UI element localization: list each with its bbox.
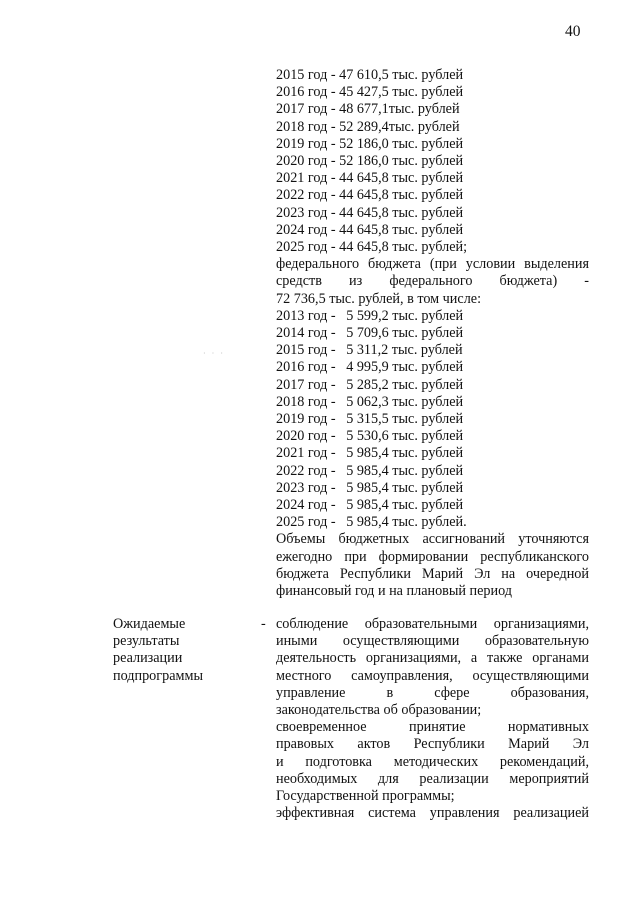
budget-year-line: 2023 год - 5 985,4 тыс. рублей	[276, 479, 464, 496]
budget-year-line: 2017 год - 48 677,1тыс. рублей	[276, 101, 460, 118]
federal-intro-line: федерального бюджета (при условии выделения	[276, 256, 589, 273]
results-dash: -	[261, 616, 266, 632]
results-label	[113, 616, 253, 685]
budget-year-line: 2025 год - 5 985,4 тыс. рублей.	[276, 514, 467, 531]
federal-intro-line: 72 736,5 тыс. рублей, в том числе:	[276, 290, 482, 307]
results-line: законодательства об образовании;	[276, 702, 482, 719]
budget-year-line: 2016 год - 4 995,9 тыс. рублей	[276, 359, 464, 376]
funding-section	[276, 67, 589, 600]
federal-budget-list	[276, 308, 589, 532]
budget-year-line: 2018 год - 52 289,4тыс. рублей	[276, 118, 460, 135]
page-number: 40	[565, 23, 581, 40]
budget-year-line: 2015 год - 47 610,5 тыс. рублей	[276, 67, 464, 83]
scan-artifact: · · ·	[203, 349, 225, 358]
budget-year-line: 2013 год - 5 599,2 тыс. рублей	[276, 307, 464, 324]
results-line: эффективная система управления реализацией	[276, 805, 589, 822]
budget-year-line: 2021 год - 44 645,8 тыс. рублей	[276, 170, 464, 187]
budget-year-line: 2024 год - 44 645,8 тыс. рублей	[276, 221, 464, 238]
budget-year-line: 2014 год - 5 709,6 тыс. рублей	[276, 325, 464, 342]
budget-year-line: 2023 год - 44 645,8 тыс. рублей	[276, 204, 464, 221]
results-line: иными осуществляющими образовательную	[276, 633, 589, 650]
results-line: своевременное принятие нормативных	[276, 719, 589, 736]
note-line: финансовый год и на плановый период	[276, 583, 513, 600]
note-line: бюджета Республики Марий Эл на очередной	[276, 565, 589, 582]
budget-year-line: 2020 год - 5 530,6 тыс. рублей	[276, 428, 464, 445]
results-line: и подготовка методических рекомендаций,	[276, 753, 589, 770]
federal-intro-line: средств из федерального бюджета) -	[276, 273, 589, 290]
budget-year-line: 2022 год - 44 645,8 тыс. рублей	[276, 187, 464, 204]
label-line: Ожидаемые	[113, 616, 186, 632]
results-body	[276, 616, 589, 822]
budget-year-line: 2019 год - 5 315,5 тыс. рублей	[276, 411, 464, 428]
budget-year-line: 2015 год - 5 311,2 тыс. рублей	[276, 342, 463, 359]
results-line: необходимых для реализации мероприятий	[276, 770, 589, 787]
results-line: Государственной программы;	[276, 788, 455, 805]
budget-year-line: 2021 год - 5 985,4 тыс. рублей	[276, 445, 464, 462]
note-line: ежегодно при формировании республиканского	[276, 548, 589, 565]
results-line: соблюдение образовательными организациями,	[276, 616, 589, 632]
budget-year-line: 2018 год - 5 062,3 тыс. рублей	[276, 393, 464, 410]
budget-year-line: 2019 год - 52 186,0 тыс. рублей	[276, 135, 464, 152]
budget-year-line: 2017 год - 5 285,2 тыс. рублей	[276, 376, 464, 393]
budget-year-line: 2025 год - 44 645,8 тыс. рублей;	[276, 239, 468, 256]
results-line: управление в сфере образования,	[276, 684, 589, 701]
republic-budget-list	[276, 67, 589, 256]
budget-year-line: 2022 год - 5 985,4 тыс. рублей	[276, 462, 464, 479]
budget-year-line: 2020 год - 52 186,0 тыс. рублей	[276, 153, 464, 170]
label-line: подпрограммы	[113, 667, 203, 684]
results-line: местного самоуправления, осуществляющими	[276, 667, 589, 684]
allocations-note	[276, 531, 589, 600]
label-line: результаты	[113, 633, 180, 650]
label-line: реализации	[113, 650, 183, 667]
results-line: деятельность организациями, а также органами	[276, 650, 589, 667]
federal-budget-intro	[276, 256, 589, 308]
note-line: Объемы бюджетных ассигнований уточняются	[276, 531, 589, 548]
results-line: правовых актов Республики Марий Эл	[276, 736, 589, 753]
budget-year-line: 2024 год - 5 985,4 тыс. рублей	[276, 497, 464, 514]
budget-year-line: 2016 год - 45 427,5 тыс. рублей	[276, 84, 464, 101]
